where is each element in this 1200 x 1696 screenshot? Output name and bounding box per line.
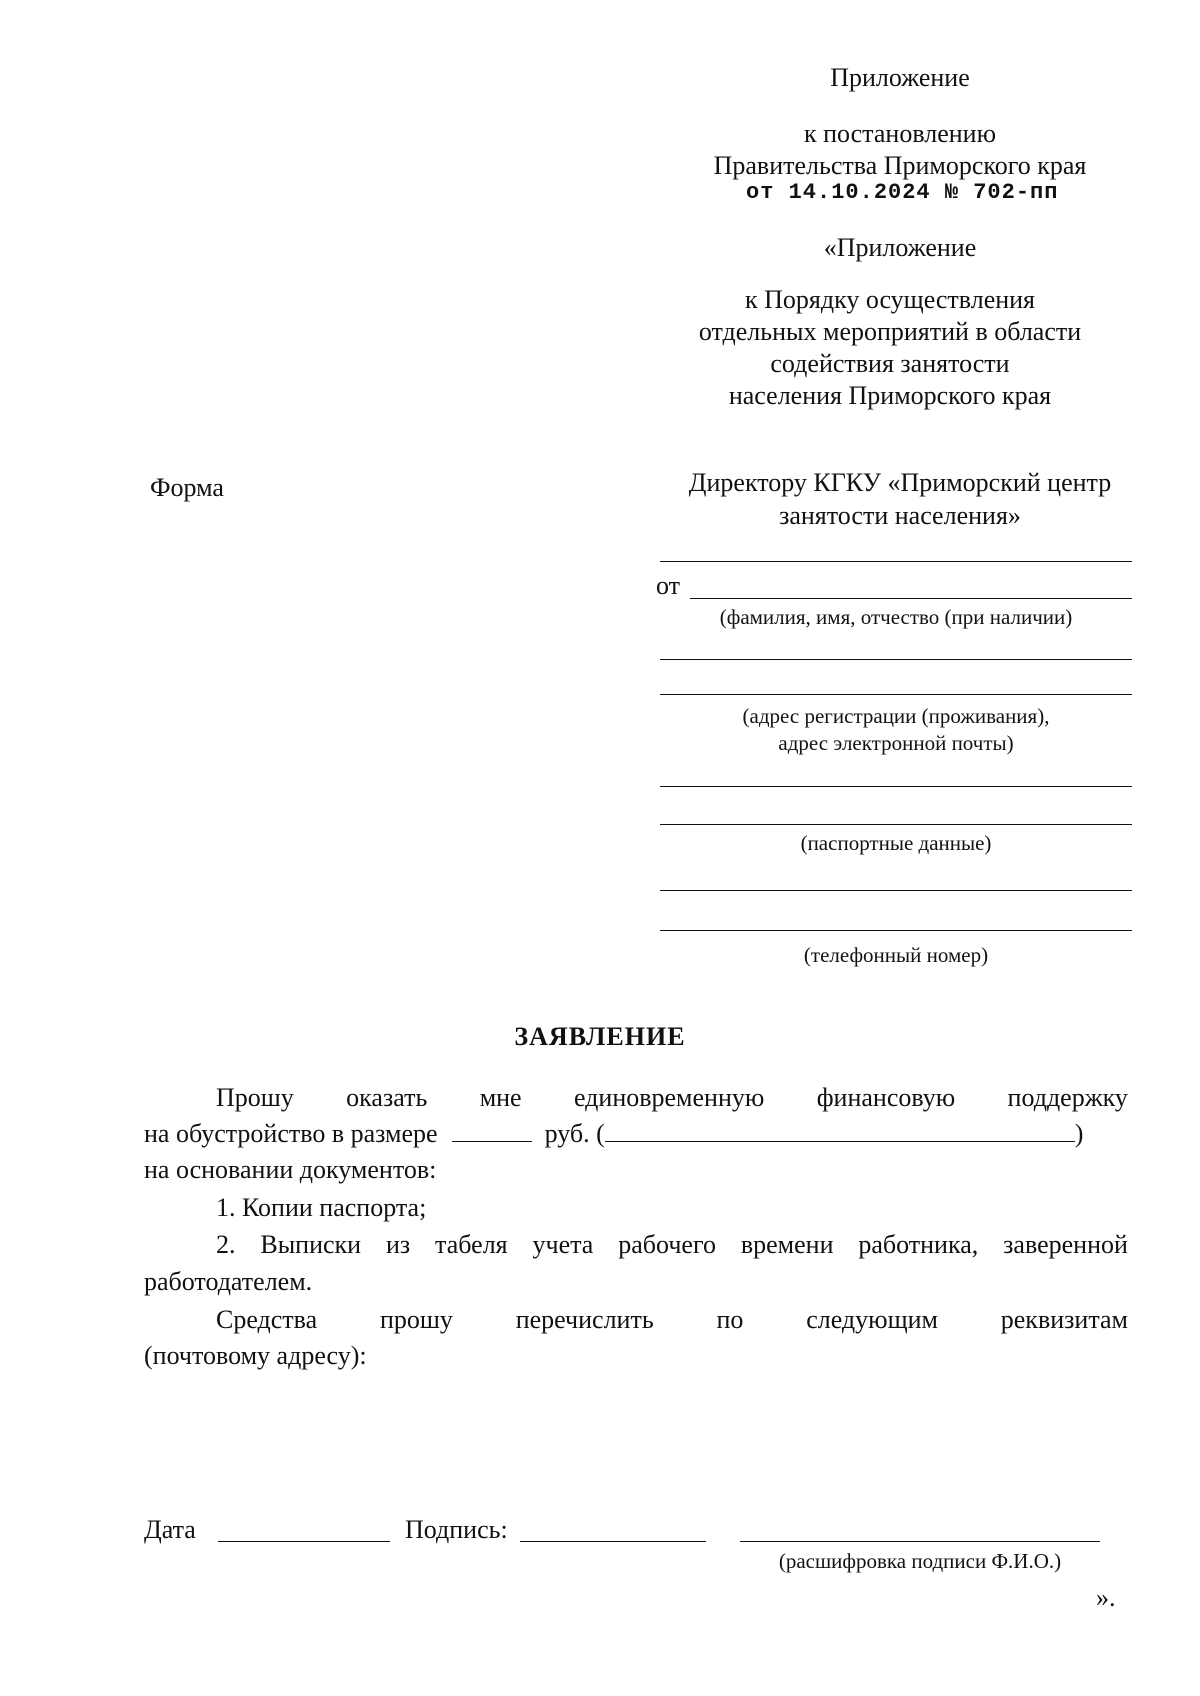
document-item-2-line-1-text-word: заверенной	[1003, 1230, 1128, 1259]
document-item-2-line-1-text-word: Выписки	[260, 1230, 362, 1259]
document-item-2-line-1-text-word: табеля	[435, 1230, 508, 1259]
addressee-blank-line[interactable]	[660, 561, 1132, 562]
paragraph-2-line-2: (почтовому адресу):	[144, 1341, 367, 1370]
paragraph-1-line-1-text-word: единовременную	[573, 1083, 765, 1112]
document-item-2-line-1	[216, 1229, 1128, 1261]
amount-close-paren: )	[1074, 1119, 1084, 1148]
paragraph-1-line-1-text-word: мне	[479, 1083, 522, 1112]
paragraph-1-line-1-text-word: поддержку	[1007, 1083, 1128, 1112]
document-item-2-line-1-text-word: 2.	[216, 1230, 236, 1259]
document-item-2-line-1-text-word: учета	[532, 1230, 594, 1259]
date-label: Дата	[144, 1515, 196, 1544]
paragraph-1-line-1-text-word: оказать	[346, 1083, 428, 1112]
document-item-2-line-2: работодателем.	[144, 1267, 313, 1296]
rub-label: руб. (	[544, 1119, 605, 1148]
signature-blank-line[interactable]	[520, 1541, 706, 1542]
paragraph-2-line-1-text-word: реквизитам	[1000, 1305, 1128, 1334]
signature-label: Подпись:	[405, 1515, 508, 1544]
to-resolution: к постановлению	[803, 119, 997, 148]
paragraph-2-line-1-text-word: Средства	[216, 1305, 318, 1334]
paragraph-2-line-1	[216, 1304, 1128, 1336]
address-blank-line-2[interactable]	[660, 694, 1132, 695]
paragraph-2-line-1-text-word: прошу	[379, 1305, 453, 1334]
paragraph-2-line-1-text-word: следующим	[806, 1305, 938, 1334]
government-name: Правительства Приморского края	[713, 151, 1087, 180]
fio-blank-line[interactable]	[690, 598, 1132, 599]
appendix-label: Приложение	[830, 63, 970, 92]
decoding-caption: (расшифровка подписи Ф.И.О.)	[778, 1549, 1062, 1573]
address-caption-line-2: адрес электронной почты)	[778, 731, 1014, 755]
resolution-stamp: от 14.10.2024 № 702-пп	[746, 180, 1059, 205]
amount-blank[interactable]	[452, 1119, 532, 1142]
passport-blank-line-2[interactable]	[660, 824, 1132, 825]
addressee-line-2: занятости населения»	[779, 501, 1021, 530]
passport-blank-line-1[interactable]	[660, 786, 1132, 787]
phone-blank-line-1[interactable]	[660, 890, 1132, 891]
document-item-2-line-1-text-word: времени	[740, 1230, 834, 1259]
addressee-line-1: Директору КГКУ «Приморский центр	[688, 468, 1112, 497]
document-item-2-line-1-text-word: из	[385, 1230, 411, 1259]
fio-caption: (фамилия, имя, отчество (при наличии)	[719, 605, 1073, 629]
from-label: от	[656, 571, 681, 600]
paragraph-1-line-2	[144, 1118, 1134, 1150]
decoding-blank-line[interactable]	[740, 1541, 1100, 1542]
phone-caption: (телефонный номер)	[803, 943, 989, 967]
closing-quote: ».	[1096, 1583, 1116, 1612]
document-item-2-line-1-text-word: рабочего	[618, 1230, 716, 1259]
document-item-2-line-1-text-word: работника,	[858, 1230, 979, 1259]
paragraph-1-line-1-text-word: Прошу	[216, 1083, 294, 1112]
amount-words-blank[interactable]	[605, 1119, 1075, 1142]
phone-blank-line-2[interactable]	[660, 930, 1132, 931]
order-line-1: к Порядку осуществления	[744, 285, 1036, 314]
paragraph-2-line-1-text	[216, 1304, 1128, 1336]
paragraph-1-line-3: на основании документов:	[144, 1155, 437, 1184]
order-line-2: отдельных мероприятий в области	[698, 317, 1082, 346]
amount-prefix: на обустройство в размере	[144, 1119, 438, 1148]
order-line-3: содействия занятости	[770, 349, 1010, 378]
document-item-1: 1. Копии паспорта;	[216, 1193, 427, 1222]
document-title: ЗАЯВЛЕНИЕ	[514, 1022, 686, 1051]
paragraph-2-line-1-text-word: перечислить	[515, 1305, 654, 1334]
order-line-4: населения Приморского края	[728, 381, 1052, 410]
form-label: Форма	[150, 473, 224, 502]
paragraph-2-line-1-text-word: по	[716, 1305, 744, 1334]
address-blank-line-1[interactable]	[660, 659, 1132, 660]
appendix-quoted: «Приложение	[823, 233, 977, 262]
paragraph-1-line-1-text-word: финансовую	[816, 1083, 956, 1112]
paragraph-1-line-1	[216, 1082, 1128, 1114]
document-item-2-line-1-text	[216, 1229, 1128, 1261]
passport-caption: (паспортные данные)	[800, 831, 992, 855]
paragraph-1-line-1-text	[216, 1082, 1128, 1114]
address-caption-line-1: (адрес регистрации (проживания),	[742, 704, 1050, 728]
date-blank-line[interactable]	[218, 1541, 390, 1542]
